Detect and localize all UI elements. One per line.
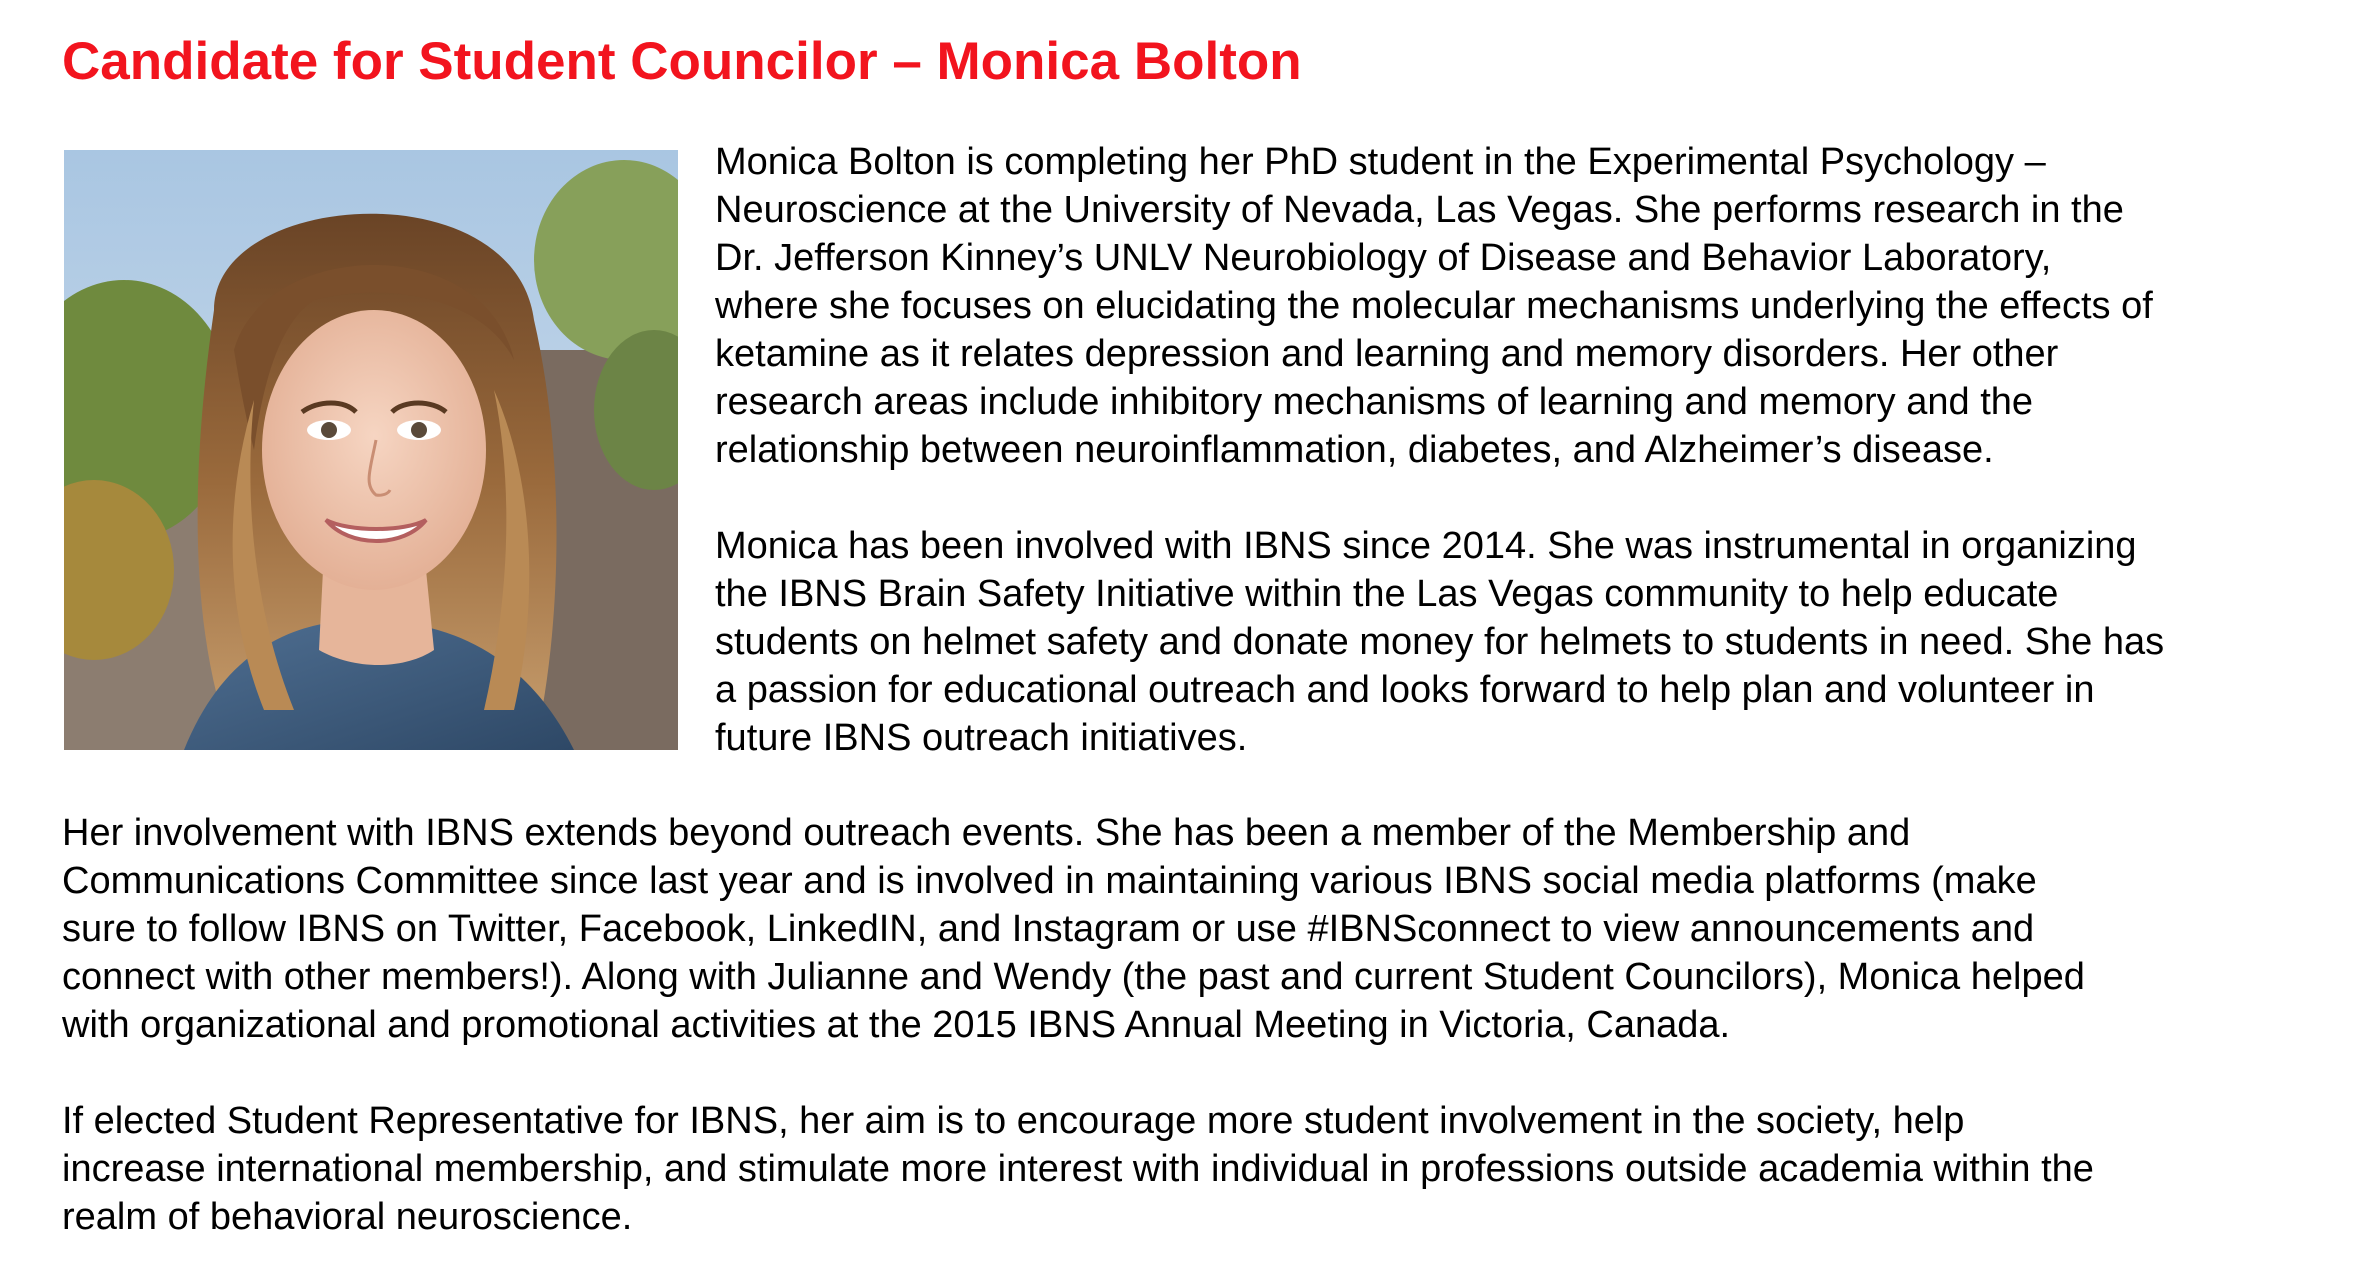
paragraph-committee xyxy=(62,809,2085,1049)
text-line: relationship between neuroinflammation, diabetes, and Alzheimer’s disease. xyxy=(715,429,1994,471)
text-line: the IBNS Brain Safety Initiative within the Las Vegas community to help educate xyxy=(715,573,2059,615)
text-line: students on helmet safety and donate money for helmets to students in need. She has xyxy=(715,621,2165,663)
text-line: research areas include inhibitory mechanisms of learning and memory and the xyxy=(715,381,2034,423)
text-line: future IBNS outreach initiatives. xyxy=(715,717,1248,759)
page-title: Candidate for Student Councilor – Monica Bolton xyxy=(62,32,1302,91)
text-line: where she focuses on elucidating the molecular mechanisms underlying the effects of xyxy=(715,285,2153,327)
text-line: Dr. Jefferson Kinney’s UNLV Neurobiology of Disease and Behavior Laboratory, xyxy=(715,237,2052,279)
text-line: Her involvement with IBNS extends beyond outreach events. She has been a member of the Membership and xyxy=(62,812,1911,854)
text-line: Neuroscience at the University of Nevada, Las Vegas. She performs research in the xyxy=(715,189,2124,231)
text-line: a passion for educational outreach and looks forward to help plan and volunteer in xyxy=(715,669,2095,711)
text-line: If elected Student Representative for IBNS, her aim is to encourage more student involvement in the society, help xyxy=(62,1100,1965,1142)
paragraph-research xyxy=(715,138,2153,474)
candidate-portrait-photo xyxy=(64,150,678,750)
text-line: Monica has been involved with IBNS since 2014. She was instrumental in organizing xyxy=(715,525,2137,567)
text-line: with organizational and promotional activities at the 2015 IBNS Annual Meeting in Victoria, Canada. xyxy=(62,1004,1731,1046)
text-line: Communications Committee since last year and is involved in maintaining various IBNS social media platforms (make xyxy=(62,860,2037,902)
text-line: sure to follow IBNS on Twitter, Facebook, LinkedIN, and Instagram or use #IBNSconnect to view announcements and xyxy=(62,908,2035,950)
text-line: ketamine as it relates depression and learning and memory disorders. Her other xyxy=(715,333,2059,375)
text-line: connect with other members!). Along with Julianne and Wendy (the past and current Student Councilors), Monica helped xyxy=(62,956,2085,998)
text-line: Monica Bolton is completing her PhD student in the Experimental Psychology – xyxy=(715,141,2046,183)
text-line: increase international membership, and stimulate more interest with individual in professions outside academia within the xyxy=(62,1148,2094,1190)
text-line: realm of behavioral neuroscience. xyxy=(62,1196,633,1238)
portrait-image xyxy=(64,150,678,750)
paragraph-ibns-involvement xyxy=(715,522,2164,762)
paragraph-aims xyxy=(62,1097,2094,1241)
